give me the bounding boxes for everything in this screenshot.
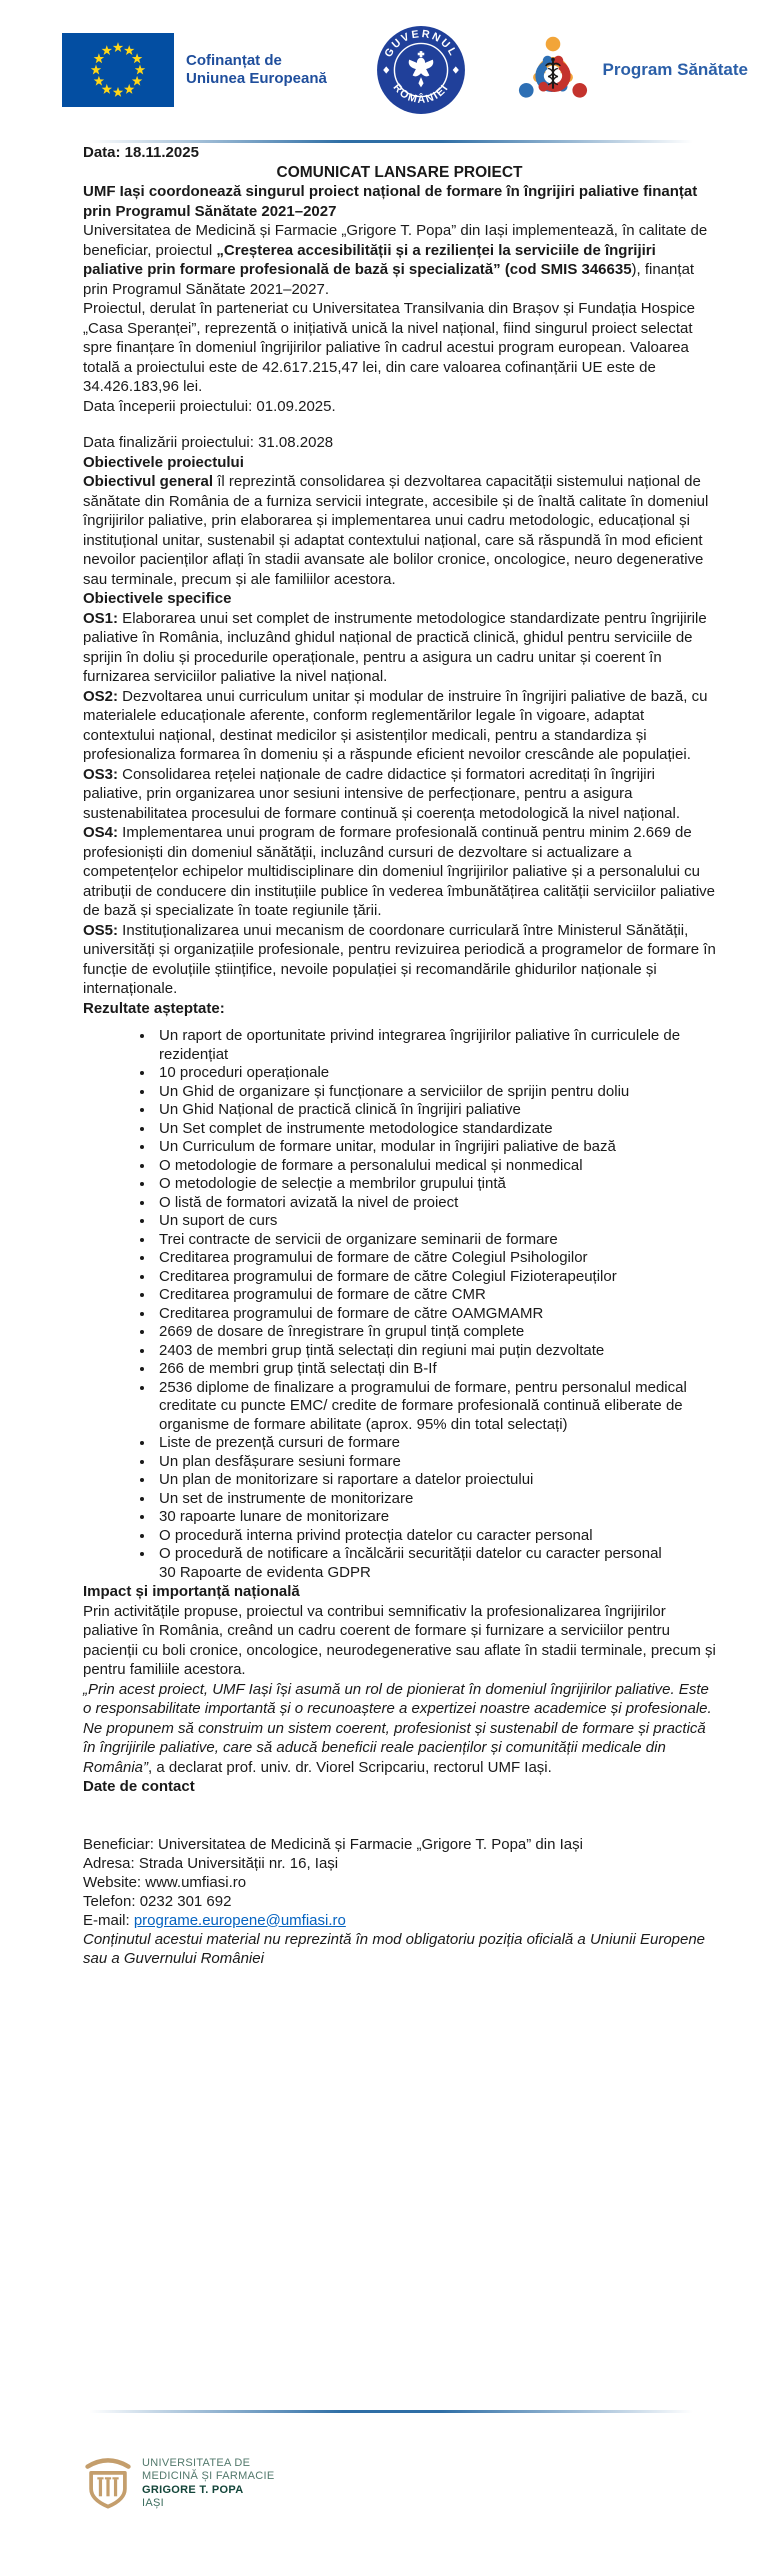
general-objective-paragraph	[83, 472, 716, 589]
intro-paragraph-1	[83, 221, 716, 299]
objective-os3	[83, 765, 716, 824]
intro-paragraph-2: Proiectul, derulat în parteneriat cu Universitatea Transilvania din Brașov și Fundația Hospice „Casa Speranței”, reprezentă o inițiativă unică la nivel național, fiind singurul proiect selectat spre finanțare în domeniul îngrijirilor paliative în cadrul acestui program european. Valoarea totală a proiectului este de 42.617.215,47 lei, din care valoarea cofinanțării UE este de 34.426.183,96 lei.	[83, 300, 695, 395]
rector-quote-italic: „Prin acest proiect, UMF Iași își asumă un rol de pionierat în domeniul îngrijirilor paliative. Este o responsabilitate importantă și o recunoaștere a expertizei noastre academice și profesionale. Ne propunem să construim un sistem coerent, profesionist și sustenabil de formare și practică în îngrijirile paliative, care să aducă beneficii reale pacienților și comunității medicale din România”	[83, 1680, 712, 1776]
rector-quote-paragraph	[83, 1680, 716, 1778]
os4-text: Implementarea unui program de formare profesională continuă pentru minim 2.669 de profesioniști din domeniul sănătății, incluzând cursuri de dezvoltare si actualizare a competențelor echipelor multidisciplinare din domeniul îngrijirilor paliative și a personalului cu atribuții de conducere din instituțiile publice în vederea îmbunătățirea calității serviciilor paliative de bază și specializate în toate regiunile țării.	[83, 824, 715, 919]
eu-label-line2: Uniunea Europeană	[186, 70, 327, 87]
umf-emblem-icon	[84, 2455, 132, 2512]
os1-label: OS1:	[83, 609, 119, 627]
list-item: • O procedură de notificare a încălcării securității datelor cu caracter personal	[155, 1545, 716, 1564]
list-item: • Un Ghid de organizare și funcționare a serviciilor de sprijin pentru doliu	[155, 1083, 716, 1102]
list-item: • O metodologie de formare a personalului medical și nonmedical	[155, 1157, 716, 1176]
objective-os5	[83, 921, 716, 999]
os5-label: OS5:	[83, 921, 119, 939]
list-item: • Creditarea programului de formare de către Colegiul Fizioterapeuților	[155, 1268, 716, 1287]
project-start-date: Data începerii proiectului: 01.09.2025.	[83, 397, 336, 415]
document-title: COMUNICAT LANSARE PROIECT	[276, 163, 523, 181]
objective-os1	[83, 609, 716, 687]
header-divider	[89, 140, 693, 143]
contact-address: Adresa: Strada Universității nr. 16, Iași	[83, 1854, 339, 1872]
list-item: • O procedură interna privind protecția datelor cu caracter personal	[155, 1527, 716, 1546]
eu-cofunding-label	[186, 52, 327, 88]
romanian-government-seal	[375, 24, 467, 116]
os4-label: OS4:	[83, 824, 119, 841]
umf-text-line1: UNIVERSITATEA DE	[142, 2456, 251, 2469]
government-seal-icon	[375, 24, 467, 116]
eu-label-line1: Cofinanțat de	[186, 52, 282, 69]
list-item: • 2403 de membri grup țintă selectați din regiuni mai puțin dezvoltate	[155, 1342, 716, 1361]
os1-text: Elaborarea unui set complet de instrumente metodologice standardizate pentru îngrijirile paliative în România, incluzând ghidul național de practică clinică, ghidul pentru serviciile de sprijin în doliu și procedurile operaționale, pentru a asigura un cadru unitar și coerent în furnizarea serviciilor paliative la nivel național.	[83, 609, 707, 685]
contact-beneficiary: Beneficiar: Universitatea de Medicină și Farmacie „Grigore T. Popa” din Iași	[83, 1835, 583, 1853]
general-objective-label: Obiectivul general	[83, 473, 214, 490]
objectives-heading: Obiectivele proiectului	[83, 453, 244, 471]
list-item: • 266 de membri grup țintă selectați din B-If	[155, 1360, 716, 1379]
email-link[interactable]: programe.europene@umfiasi.ro	[133, 1911, 346, 1929]
list-item: • Un Ghid Național de practică clinică în îngrijiri paliative	[155, 1101, 716, 1120]
results-extra-line: 30 Rapoarte de evidenta GDPR	[159, 1563, 371, 1581]
umf-text-line2: MEDICINĂ ȘI FARMACIE	[142, 2470, 275, 2482]
specific-objectives-heading: Obiectivele specifice	[83, 590, 232, 607]
list-item: • O metodologie de selecție a membrilor grupului țintă	[155, 1175, 716, 1194]
document-body	[0, 143, 782, 1969]
list-item: • Creditarea programului de formare de către Colegiul Psihologilor	[155, 1249, 716, 1268]
results-heading: Rezultate așteptate:	[83, 999, 225, 1017]
lead-heading: UMF Iași coordonează singurul proiect național de formare în îngrijiri paliative finanțat prin Programul Sănătate 2021–2027	[83, 183, 698, 220]
umf-text-line3: GRIGORE T. POPA	[142, 2483, 244, 2496]
list-item: • Un Set complet de instrumente metodologice standardizate	[155, 1120, 716, 1139]
svg-text:GUVERNUL: GUVERNUL	[382, 28, 460, 60]
list-item: • Un plan de monitorizare si raportare a datelor proiectului	[155, 1471, 716, 1490]
rector-quote-attribution: , a declarat prof. univ. dr. Viorel Scripcariu, rectorul UMF Iași.	[148, 1758, 552, 1776]
contact-heading: Date de contact	[83, 1778, 195, 1795]
list-item: • 2536 diplome de finalizare a programului de formare, pentru personalul medical creditate cu puncte EMC/ credite de formare profesională continuă eliberate de organisme de formare abilitate (aprox. 95% din total selectați)	[155, 1379, 716, 1435]
contact-website: Website: www.umfiasi.ro	[83, 1873, 247, 1891]
list-item: • Un Curriculum de formare unitar, modular in îngrijiri paliative de bază	[155, 1138, 716, 1157]
umf-text-line4: IAȘI	[142, 2497, 164, 2509]
objective-os4	[83, 823, 716, 921]
os2-label: OS2:	[83, 687, 119, 705]
list-item: • Un raport de oportunitate privind integrarea îngrijirilor paliative în curriculele de rezidențiat	[155, 1027, 716, 1064]
list-item: • Un set de instrumente de monitorizare	[155, 1490, 716, 1509]
project-end-date: Data finalizării proiectului: 31.08.2028	[83, 434, 334, 451]
impact-heading: Impact și importanță națională	[83, 1583, 300, 1600]
list-item: • 30 rapoarte lunare de monitorizare	[155, 1508, 716, 1527]
os2-text: Dezvoltarea unui curriculum unitar și modular de instruire în îngrijiri paliative de bază, cu materialele educaționale aferente, conform reglementărilor legale în vigoare, adaptat contextului național, destinat medicilor și asistenților medicali, pentru a standardiza și profesionaliza formarea în domeniu și a răspunde eficient nevoilor crescânde ale populației.	[83, 687, 708, 763]
list-item: • Creditarea programului de formare de către CMR	[155, 1286, 716, 1305]
email-label: E-mail:	[83, 1911, 134, 1929]
os5-text: Instituționalizarea unui mecanism de coordonare curriculară între Ministerul Sănătății, universități și organizațiile profesionale, pentru revizuirea periodică a programelor de formare în funcție de evoluțiile științifice, nevoile populației și recomandările ghidurilor naționale și internaționale.	[83, 921, 716, 997]
list-item: • O listă de formatori avizată la nivel de proiect	[155, 1194, 716, 1213]
list-item: • Creditarea programului de formare de către OAMGMAMR	[155, 1305, 716, 1324]
intro-seg1: Universitatea de Medicină și Farmacie „Grigore T. Popa” din Iași implementează, în calitate de beneficiar, proiectul	[83, 222, 708, 259]
os3-text: Consolidarea rețelei naționale de cadre didactice și formatori acreditați în îngrijiri paliative, prin organizarea unor sesiuni intensive de perfecționare, pentru a asigura sustenabilitatea procesului de formare continuă și coerența metodologică la nivel național.	[83, 765, 681, 822]
list-item: • Un suport de curs	[155, 1212, 716, 1231]
list-item: • Trei contracte de servicii de organizare seminarii de formare	[155, 1231, 716, 1250]
objective-os2	[83, 687, 716, 765]
disclaimer-text: Conținutul acestui material nu reprezintă în mod obligatoriu poziția oficială a Uniunii Europene sau a Guvernului României	[83, 1930, 706, 1967]
intro-project-title-bold: „Creșterea accesibilității și a rezilienței la serviciile de îngrijiri paliative prin formare profesională de bază și specializată” (cod SMIS 346635	[83, 241, 656, 278]
program-sanatate-label: Program Sănătate	[602, 60, 748, 79]
contact-phone: Telefon: 0232 301 692	[83, 1892, 232, 1910]
list-item: • 2669 de dosare de înregistrare în grupul tință complete	[155, 1323, 716, 1342]
eu-cofunding-logo	[62, 33, 327, 107]
results-list	[83, 1027, 716, 1582]
general-objective-text: îl reprezintă consolidarea și dezvoltarea capacității sistemului național de sănătate din România de a furniza servicii integrate, accesibile și de înaltă calitate în domeniul îngrijirilor paliative, prin elaborarea și implementarea unui cadru metodologic, educațional și instituțional unitar, sustenabil și adaptat contextului național, care să răspundă în mod eficient nevoilor pacienților aflați în stadii avansate ale bolilor cronice, oncologice, neuro degenerative sau terminale, precum și ale familiilor acestora.	[83, 473, 709, 588]
contact-email-line	[83, 1911, 716, 1930]
list-item: • Liste de prezență cursuri de formare	[155, 1434, 716, 1453]
umf-footer-logo	[84, 2455, 275, 2512]
list-item: • Un plan desfășurare sesiuni formare	[155, 1453, 716, 1472]
logo-header	[0, 0, 782, 110]
svg-text:ROMÂNIEI: ROMÂNIEI	[390, 81, 452, 106]
program-sanatate-icon	[514, 29, 592, 111]
intro-seg3: ), finanțat prin Programul Sănătate 2021–2027.	[83, 261, 695, 298]
umf-logo-text	[142, 2457, 275, 2511]
contact-block	[83, 1835, 716, 1930]
program-sanatate-logo	[514, 29, 748, 111]
footer-divider	[89, 2410, 693, 2413]
os3-label: OS3:	[83, 765, 119, 783]
impact-paragraph: Prin activitățile propuse, proiectul va contribui semnificativ la profesionalizarea îngrijirilor paliative în România, creând un cadru coerent de formare și furnizare a serviciilor pentru pacienții cu boli cronice, oncologice, neurodegenerative sau aflate în stadii terminale, precum și pentru familiile acestora.	[83, 1602, 716, 1678]
date-line: Data: 18.11.2025	[83, 144, 199, 161]
eu-flag-icon	[62, 33, 174, 107]
list-item: • 10 proceduri operaționale	[155, 1064, 716, 1083]
